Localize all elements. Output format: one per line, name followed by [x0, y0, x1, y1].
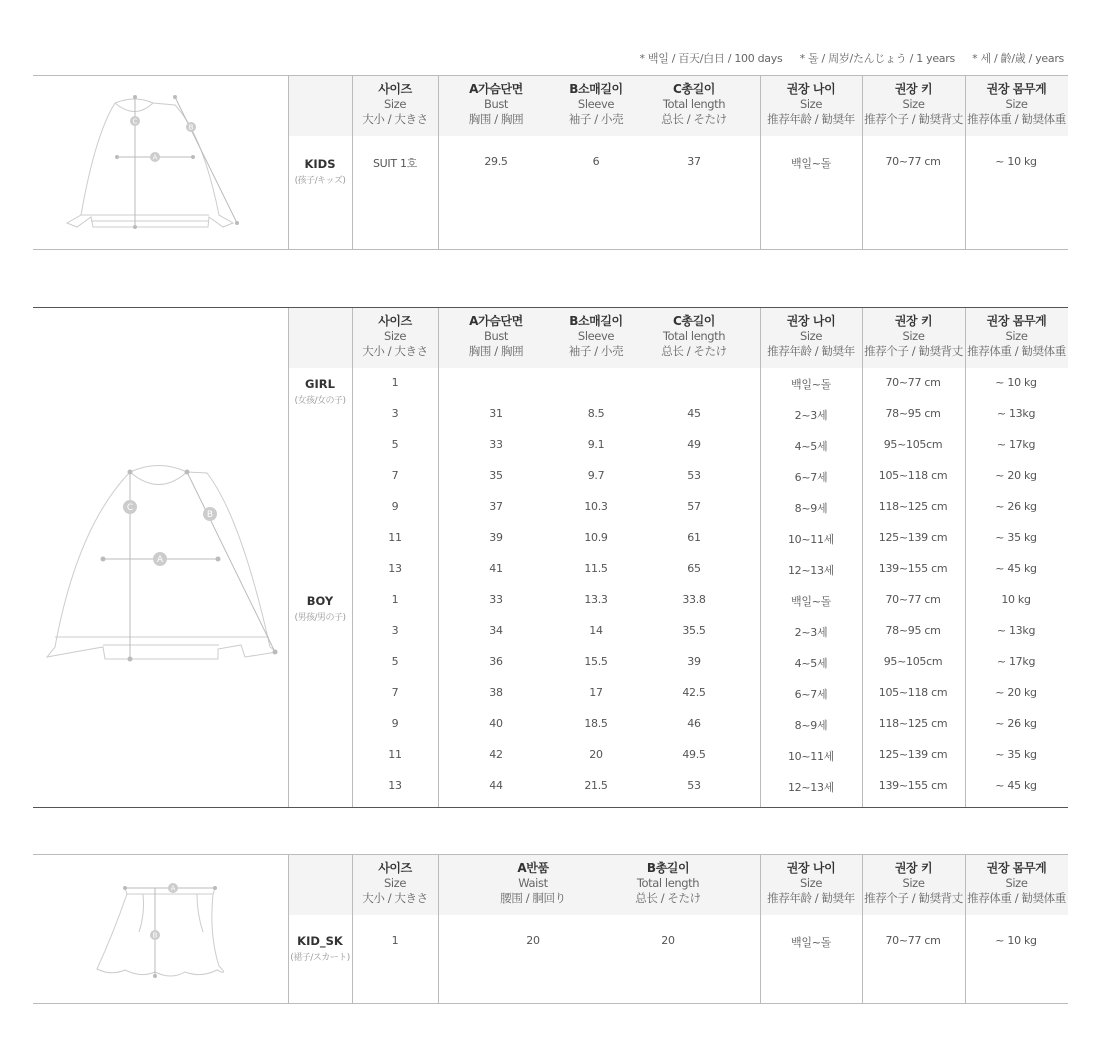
- cell-height: 70~77 cm: [885, 376, 941, 389]
- header-bust: A가슴단면 Bust 胸围 / 胸囲: [468, 314, 524, 358]
- cell-bust: 33: [489, 438, 503, 451]
- cell-age: 백일~돌: [791, 378, 831, 391]
- cell-length: 45: [687, 407, 701, 420]
- header-size: 사이즈 Size 大小 / 大きさ: [362, 861, 428, 905]
- cell-length: 57: [687, 500, 701, 513]
- cell-bust: 29.5: [484, 155, 508, 168]
- cell-sleeve: 15.5: [584, 655, 608, 668]
- cell-length: 65: [687, 562, 701, 575]
- cell-size: 7: [391, 469, 399, 482]
- cell-weight: ~ 35 kg: [995, 748, 1037, 761]
- cell-size: 9: [391, 717, 399, 730]
- cell-bust: 44: [489, 779, 503, 792]
- cell-size: 13: [388, 562, 402, 575]
- cell-sleeve: 14: [589, 624, 603, 637]
- cell-weight: ~ 10 kg: [995, 155, 1037, 168]
- cell-size: 3: [391, 407, 399, 420]
- cell-size: SUIT 1호: [372, 157, 418, 170]
- sweater-illustration-large: [33, 307, 288, 808]
- cell-age: 6~7세: [794, 688, 828, 701]
- cell-sleeve: 6: [592, 155, 600, 168]
- cell-age: 6~7세: [794, 471, 828, 484]
- cell-bust: 37: [489, 500, 503, 513]
- cell-size: 13: [388, 779, 402, 792]
- cell-sleeve: 17: [589, 686, 603, 699]
- header-length: C총길이 Total length 总长 / そたけ: [661, 314, 727, 358]
- cell-weight: ~ 45 kg: [995, 562, 1037, 575]
- cell-size: 5: [391, 655, 399, 668]
- cell-bust: 36: [489, 655, 503, 668]
- cell-age: 10~11세: [787, 533, 835, 546]
- skirt-illustration: [33, 854, 288, 1004]
- cell-age: 8~9세: [794, 719, 828, 732]
- cell-weight: 10 kg: [1001, 593, 1031, 606]
- cell-sleeve: 10.3: [584, 500, 608, 513]
- category-kids: KIDS (孩子/キッズ): [294, 157, 346, 186]
- header-waist: A반품 Waist 腰围 / 胴回り: [500, 861, 566, 905]
- header-weight: 권장 몸무게 Size 推荐体重 / 勧奨体重: [967, 314, 1066, 358]
- cell-age: 2~3세: [794, 409, 828, 422]
- cell-height: 70~77 cm: [885, 593, 941, 606]
- cell-height: 78~95 cm: [885, 407, 941, 420]
- cell-age: 4~5세: [794, 440, 828, 453]
- sweater-illustration-small: [33, 75, 288, 250]
- cell-sleeve: 10.9: [584, 531, 608, 544]
- cell-weight: ~ 13kg: [996, 624, 1036, 637]
- cell-length: 35.5: [682, 624, 706, 637]
- cell-size: 9: [391, 500, 399, 513]
- cell-length: 53: [687, 469, 701, 482]
- header-length: C총길이 Total length 总长 / そたけ: [661, 82, 727, 126]
- marker-a-large: A: [156, 555, 164, 565]
- cell-bust: 34: [489, 624, 503, 637]
- header-age: 권장 나이 Size 推荐年龄 / 勧奨年: [767, 82, 855, 126]
- cell-size: 5: [391, 438, 399, 451]
- cell-height: 125~139 cm: [878, 531, 948, 544]
- cell-height: 78~95 cm: [885, 624, 941, 637]
- header-size: 사이즈 Size 大小 / 大きさ: [362, 82, 428, 126]
- cell-sleeve: 9.7: [587, 469, 605, 482]
- cell-waist: 20: [526, 934, 540, 947]
- cell-height: 70~77 cm: [885, 155, 941, 168]
- cell-length: 33.8: [682, 593, 706, 606]
- cell-height: 105~118 cm: [878, 686, 948, 699]
- category-girl: GIRL (女孩/女の子): [294, 377, 346, 406]
- cell-length: 42.5: [682, 686, 706, 699]
- cell-sleeve: 11.5: [584, 562, 608, 575]
- cell-weight: ~ 10 kg: [995, 934, 1037, 947]
- header-height: 권장 키 Size 推荐个子 / 勧奨背丈: [864, 82, 963, 126]
- cell-length: 20: [661, 934, 675, 947]
- cell-weight: ~ 17kg: [996, 655, 1036, 668]
- cell-bust: 41: [489, 562, 503, 575]
- cell-bust: 42: [489, 748, 503, 761]
- marker-c: C: [132, 117, 138, 126]
- cell-size: 3: [391, 624, 399, 637]
- cell-age: 4~5세: [794, 657, 828, 670]
- cell-sleeve: 18.5: [584, 717, 608, 730]
- cell-bust: 31: [489, 407, 503, 420]
- cell-length: 39: [687, 655, 701, 668]
- cell-weight: ~ 26 kg: [995, 500, 1037, 513]
- cell-age: 백일~돌: [791, 157, 831, 170]
- cell-weight: ~ 20 kg: [995, 469, 1037, 482]
- cell-height: 118~125 cm: [878, 500, 948, 513]
- cell-weight: ~ 45 kg: [995, 779, 1037, 792]
- cell-height: 95~105cm: [883, 438, 943, 451]
- marker-a-skirt: A: [170, 884, 176, 893]
- marker-c-large: C: [126, 503, 134, 513]
- cell-height: 70~77 cm: [885, 934, 941, 947]
- cell-height: 95~105cm: [883, 655, 943, 668]
- header-age: 권장 나이 Size 推荐年龄 / 勧奨年: [767, 314, 855, 358]
- cell-length: 61: [687, 531, 701, 544]
- cell-sleeve: 20: [589, 748, 603, 761]
- header-weight: 권장 몸무게 Size 推荐体重 / 勧奨体重: [967, 82, 1066, 126]
- cell-bust: 38: [489, 686, 503, 699]
- marker-b: B: [188, 123, 194, 132]
- cell-bust: 40: [489, 717, 503, 730]
- cell-age: 백일~돌: [791, 936, 831, 949]
- cell-bust: 39: [489, 531, 503, 544]
- category-kid-sk: KID_SK (裙子/スカート): [290, 934, 350, 963]
- note-1year: * 돌 / 周岁/たんじょう / 1 years: [799, 52, 955, 65]
- cell-sleeve: 13.3: [584, 593, 608, 606]
- cell-size: 7: [391, 686, 399, 699]
- cell-weight: ~ 17kg: [996, 438, 1036, 451]
- cell-sleeve: 8.5: [587, 407, 605, 420]
- marker-a: A: [152, 153, 158, 162]
- kids-size-table: [33, 75, 1068, 250]
- cell-weight: ~ 10 kg: [995, 376, 1037, 389]
- cell-height: 105~118 cm: [878, 469, 948, 482]
- cell-age: 12~13세: [787, 781, 835, 794]
- cell-length: 49: [687, 438, 701, 451]
- cell-age: 12~13세: [787, 564, 835, 577]
- cell-height: 139~155 cm: [878, 562, 948, 575]
- header-height: 권장 키 Size 推荐个子 / 勧奨背丈: [864, 314, 963, 358]
- cell-length: 49.5: [682, 748, 706, 761]
- cell-sleeve: 9.1: [587, 438, 605, 451]
- header-age: 권장 나이 Size 推荐年龄 / 勧奨年: [767, 861, 855, 905]
- cell-age: 10~11세: [787, 750, 835, 763]
- skirt-size-table: [33, 854, 1068, 1004]
- note-years: * 세 / 齡/歳 / years: [972, 52, 1064, 65]
- cell-size: 11: [388, 748, 402, 761]
- cell-sleeve: 21.5: [584, 779, 608, 792]
- cell-weight: ~ 20 kg: [995, 686, 1037, 699]
- cell-weight: ~ 13kg: [996, 407, 1036, 420]
- header-sleeve: B소매길이 Sleeve 袖子 / 小売: [568, 314, 624, 358]
- cell-weight: ~ 35 kg: [995, 531, 1037, 544]
- cell-length: 53: [687, 779, 701, 792]
- marker-b-skirt: B: [152, 931, 158, 940]
- girl-boy-size-table: [33, 307, 1068, 808]
- cell-bust: 35: [489, 469, 503, 482]
- cell-height: 118~125 cm: [878, 717, 948, 730]
- marker-b-large: B: [206, 510, 214, 520]
- cell-size: 11: [388, 531, 402, 544]
- cell-size: 1: [391, 934, 399, 947]
- cell-bust: 33: [489, 593, 503, 606]
- header-sleeve: B소매길이 Sleeve 袖子 / 小売: [568, 82, 624, 126]
- cell-weight: ~ 26 kg: [995, 717, 1037, 730]
- cell-height: 125~139 cm: [878, 748, 948, 761]
- cell-length: 46: [687, 717, 701, 730]
- cell-age: 8~9세: [794, 502, 828, 515]
- cell-size: 1: [391, 593, 399, 606]
- header-length: B총길이 Total length 总长 / そたけ: [635, 861, 701, 905]
- cell-age: 백일~돌: [791, 595, 831, 608]
- note-100days: * 백일 / 百天/白日 / 100 days: [639, 52, 783, 65]
- cell-height: 139~155 cm: [878, 779, 948, 792]
- cell-age: 2~3세: [794, 626, 828, 639]
- header-height: 권장 키 Size 推荐个子 / 勧奨背丈: [864, 861, 963, 905]
- cell-length: 37: [687, 155, 701, 168]
- header-bust: A가슴단면 Bust 胸围 / 胸囲: [468, 82, 524, 126]
- size-notes: [625, 50, 1064, 66]
- header-weight: 권장 몸무게 Size 推荐体重 / 勧奨体重: [967, 861, 1066, 905]
- cell-size: 1: [391, 376, 399, 389]
- header-size: 사이즈 Size 大小 / 大きさ: [362, 314, 428, 358]
- category-boy: BOY (男孩/男の子): [294, 594, 346, 623]
